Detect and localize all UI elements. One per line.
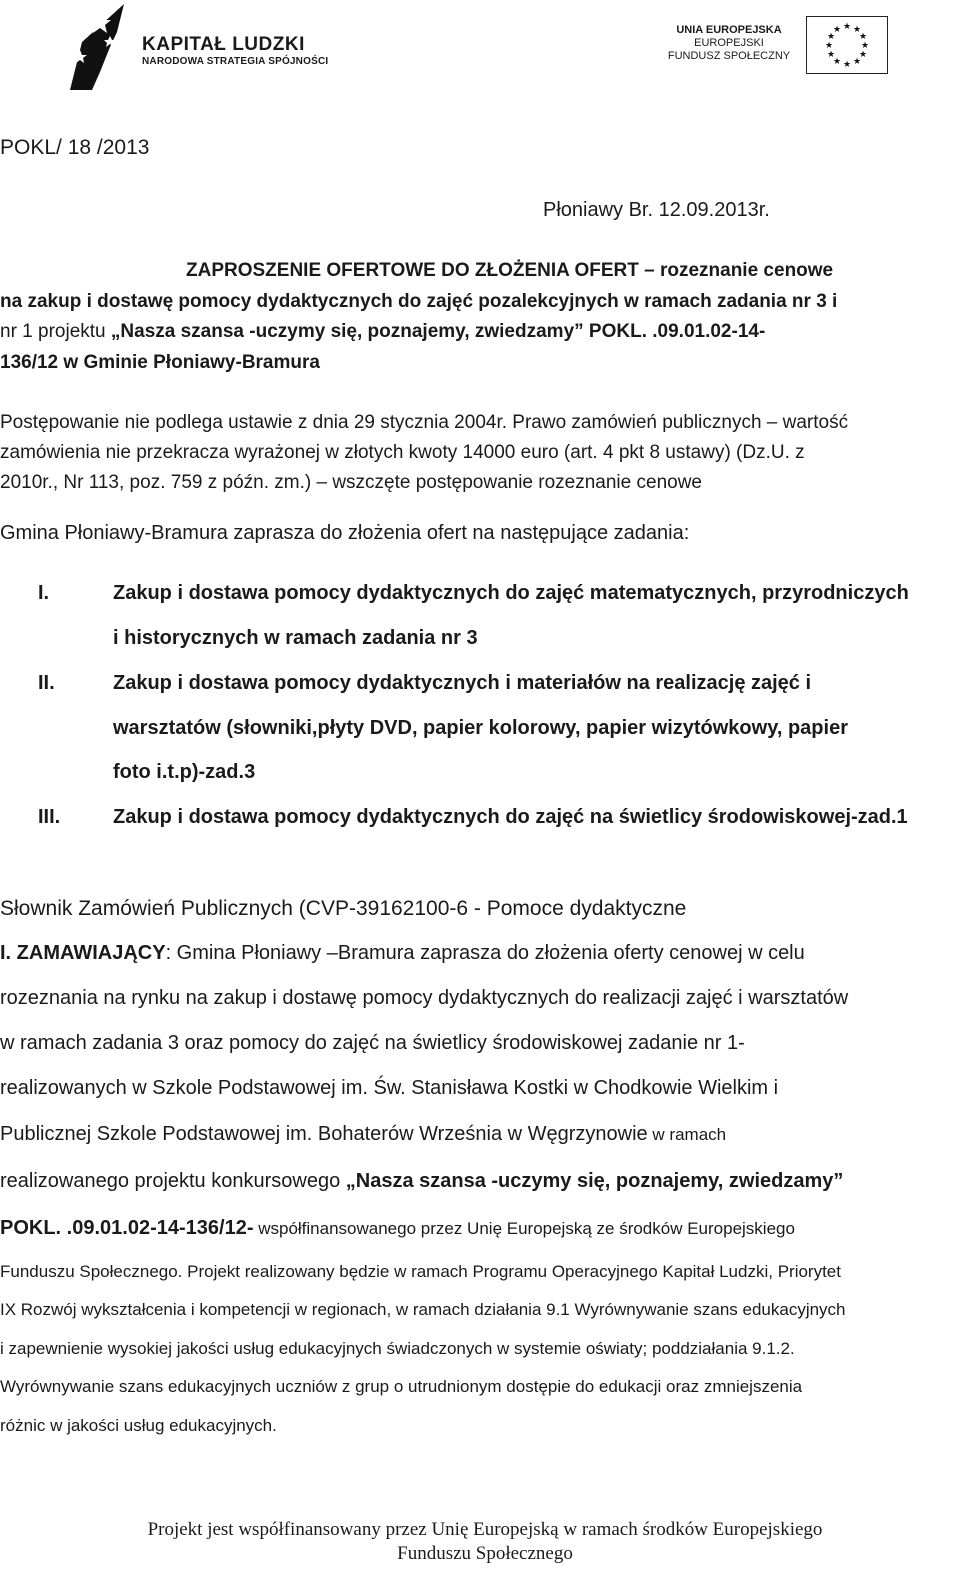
zam-line-5-main: Publicznej Szkole Podstawowej im. Bohaterów Września w Węgrzynowie (0, 1123, 648, 1145)
task-2-line-2: warsztatów (słowniki,płyty DVD, papier kolorowy, papier wizytówkowy, papier (113, 717, 848, 739)
reference-number: POKL/ 18 /2013 (0, 136, 150, 159)
zam-line-8: Funduszu Społecznego. Projekt realizowany będzie w ramach Programu Operacyjnego Kapitał Ludzki, Priorytet (0, 1262, 841, 1281)
svg-text:★: ★ (832, 56, 842, 66)
zam-line-1-rest: : Gmina Płoniawy –Bramura zaprasza do złożenia oferty cenowej w celu (165, 942, 805, 964)
zam-line-4: realizowanych w Szkole Podstawowej im. Św. Stanisława Kostki w Chodkowie Wielkim i (0, 1077, 779, 1099)
kapital-ludzki-logo-icon (62, 2, 132, 92)
task-3-number: III. (38, 806, 61, 828)
logo-subtitle: NARODOWA STRATEGIA SPÓJNOŚCI (142, 56, 329, 67)
eu-flag-icon (806, 16, 888, 74)
svg-text:★: ★ (826, 31, 836, 41)
zam-line-7-small: współfinansowanego przez Unię Europejską ze środków Europejskiego (253, 1219, 795, 1238)
invitation-text: Gmina Płoniawy-Bramura zaprasza do złożenia ofert na następujące zadania: (0, 522, 690, 544)
legal-line-2: zamówienia nie przekracza wyrażonej w złotych kwoty 14000 euro (art. 4 pkt 8 ustawy) (Dz.U. z (0, 442, 805, 463)
cpv-dictionary: Słownik Zamówień Publicznych (CVP-39162100-6 - Pomoce dydaktyczne (0, 897, 687, 920)
zam-line-6 (0, 1168, 843, 1194)
title-line-3 (0, 317, 940, 348)
legal-line-1: Postępowanie nie podlega ustawie z dnia 29 stycznia 2004r. Prawo zamówień publicznych – wartość (0, 412, 849, 433)
title-line-4: 136/12 w Gminie Płoniawy-Bramura (0, 351, 320, 373)
svg-text:★: ★ (860, 40, 870, 50)
zam-line-12: różnic w jakości usług edukacyjnych. (0, 1416, 277, 1435)
svg-text:★: ★ (824, 40, 834, 50)
eu-line2: EUROPEJSKI (694, 37, 764, 49)
title-line-3-normal: nr 1 projektu (0, 321, 111, 342)
title-line-1: ZAPROSZENIE OFERTOWE DO ZŁOŻENIA OFERT – rozeznanie cenowe (186, 260, 834, 281)
svg-text:★: ★ (832, 24, 842, 34)
eu-line3: FUNDUSZ SPOŁECZNY (667, 50, 791, 62)
zam-line-9: IX Rozwój wykształcenia i kompetencji w regionach, w ramach działania 9.1 Wyrównywanie szans edukacyjnych (0, 1300, 846, 1319)
task-2-line-1: Zakup i dostawa pomocy dydaktycznych i materiałów na realizację zajęć i (113, 672, 812, 694)
eu-logo (660, 14, 900, 74)
zam-line-10: i zapewnienie wysokiej jakości usług edukacyjnych świadczonych w systemie oświaty; poddziałania 9.1.2. (0, 1339, 795, 1358)
zam-line-7-bold: POKL. .09.01.02-14-136/12- (0, 1217, 254, 1239)
svg-text:★: ★ (858, 31, 868, 41)
page-footer (0, 1518, 960, 1566)
footer-line-2: Funduszu Społecznego (397, 1543, 573, 1564)
svg-text:★: ★ (852, 24, 862, 34)
svg-text:★: ★ (852, 56, 862, 66)
eu-line1: UNIA EUROPEJSKA (676, 24, 782, 36)
zam-line-3: w ramach zadania 3 oraz pomocy do zajęć na świetlicy środowiskowej zadanie nr 1- (0, 1032, 745, 1054)
zam-line-5 (0, 1121, 726, 1148)
task-1-line-1: Zakup i dostawa pomocy dydaktycznych do zajęć matematycznych, przyrodniczych (113, 582, 909, 604)
kapital-ludzki-logo (62, 2, 352, 92)
place-date: Płoniawy Br. 12.09.2013r. (543, 199, 770, 221)
task-1-number: I. (38, 582, 50, 604)
task-3-line-1: Zakup i dostawa pomocy dydaktycznych do zajęć na świetlicy środowiskowej-zad.1 (113, 806, 908, 828)
svg-text:★: ★ (842, 21, 852, 31)
task-2-line-3: foto i.t.p)-zad.3 (113, 761, 256, 783)
document-title (0, 256, 940, 378)
zam-line-11: Wyrównywanie szans edukacyjnych uczniów z grup o utrudnionym dostępie do edukacji oraz zmniejszenia (0, 1377, 803, 1396)
title-line-2: na zakup i dostawę pomocy dydaktycznych do zajęć pozalekcyjnych w ramach zadania nr 3 i (0, 290, 838, 312)
footer-line-1: Projekt jest współfinansowany przez Unię Europejską w ramach środków Europejskiego (147, 1519, 823, 1540)
zam-line-6-normal: realizowanego projektu konkursowego (0, 1170, 346, 1192)
zam-line-1 (0, 940, 805, 966)
zam-label: I. ZAMAWIAJĄCY (0, 942, 166, 964)
task-1-line-2: i historycznych w ramach zadania nr 3 (113, 627, 478, 649)
svg-text:★: ★ (826, 49, 836, 59)
zam-line-5-small: w ramach (647, 1125, 727, 1144)
svg-text:★: ★ (842, 59, 852, 69)
svg-text:★: ★ (858, 49, 868, 59)
logo-title: KAPITAŁ LUDZKI (142, 34, 305, 55)
legal-line-3: 2010r., Nr 113, poz. 759 z późn. zm.) – wszczęte postępowanie rozeznanie cenowe (0, 472, 702, 493)
title-line-3-bold: „Nasza szansa -uczymy się, poznajemy, zwiedzamy” POKL. .09.01.02-14- (110, 321, 766, 342)
zam-line-6-bold: „Nasza szansa -uczymy się, poznajemy, zwiedzamy” (345, 1170, 844, 1192)
zam-line-7 (0, 1215, 795, 1242)
task-2-number: II. (38, 672, 55, 694)
zam-line-2: rozeznania na rynku na zakup i dostawę pomocy dydaktycznych do realizacji zajęć i warsztatów (0, 987, 849, 1009)
legal-note (0, 408, 955, 498)
